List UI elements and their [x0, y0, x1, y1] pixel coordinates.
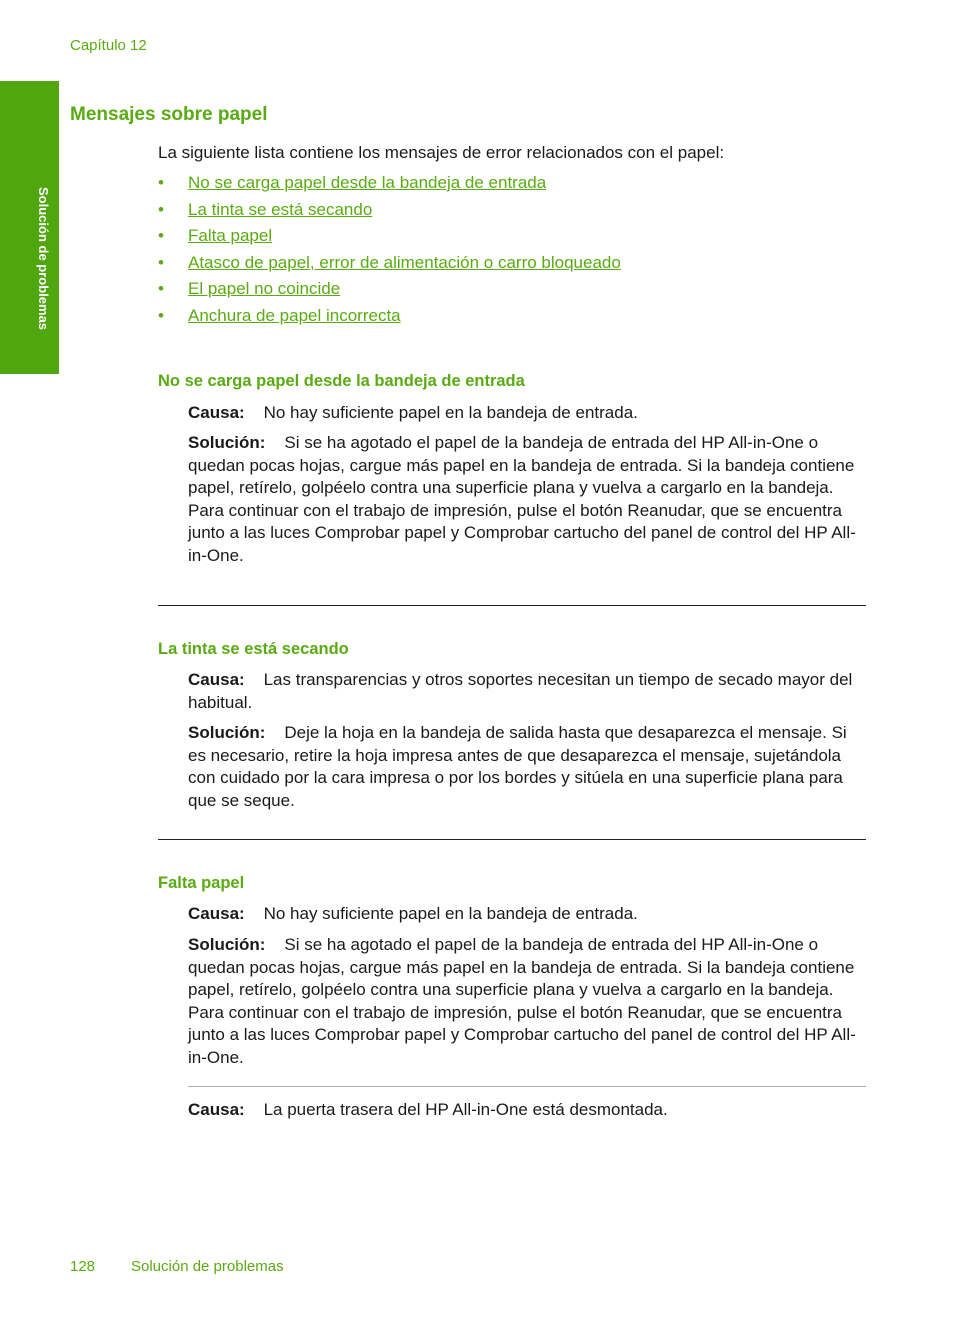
solution-text: Si se ha agotado el papel de la bandeja de entrada del HP All-in-One o quedan pocas hojas, cargue más papel en la bandeja de entrada. Si la bandeja contiene papel, retírelo, golpéelo contra una superficie plana y vuelva a cargarlo en la bandeja. Para continuar con el trabajo de impresión, pulse el botón Reanudar, que se encuentra junto a las luces Comprobar papel y Comprobar cartucho del panel de control del HP All-in-One. [188, 433, 856, 565]
bullet: • [158, 252, 164, 272]
solution-label: Solución: [188, 433, 266, 452]
toc-link-anchura[interactable]: Anchura de papel incorrecta [188, 305, 401, 325]
chapter-label: Capítulo 12 [70, 37, 147, 54]
solution-text: Deje la hoja en la bandeja de salida hasta que desaparezca el mensaje. Si es necesario, retire la hoja impresa antes de que desaparezca el mensaje, sujetándola con cuidado por la cara impresa o por los bordes y sitúela en una superficie plana para que se seque. [188, 723, 847, 810]
cause-text: No hay suficiente papel en la bandeja de entrada. [263, 403, 638, 422]
page-title: Mensajes sobre papel [70, 104, 268, 125]
cause-text: No hay suficiente papel en la bandeja de entrada. [263, 904, 638, 923]
solution-paragraph [188, 934, 868, 1069]
cause-paragraph [188, 402, 868, 425]
cause-paragraph [188, 903, 868, 926]
side-tab-label: Solución de problemas [36, 187, 51, 331]
cause-label: Causa: [188, 403, 245, 422]
cause-divider [188, 1086, 866, 1087]
toc-link-no-carga[interactable]: No se carga papel desde la bandeja de entrada [188, 173, 547, 192]
cause-label: Causa: [188, 670, 245, 689]
bullet: • [158, 199, 164, 219]
cause-text: La puerta trasera del HP All-in-One está desmontada. [263, 1100, 668, 1119]
section-divider [158, 605, 866, 606]
bullet: • [158, 305, 164, 325]
intro-text: La siguiente lista contiene los mensajes de error relacionados con el papel: [158, 143, 725, 162]
toc-link-falta-papel[interactable]: Falta papel [188, 226, 273, 245]
solution-label: Solución: [188, 723, 266, 742]
cause-label: Causa: [188, 1100, 245, 1119]
cause-paragraph [188, 669, 868, 714]
solution-paragraph [188, 432, 868, 567]
section-divider [158, 839, 866, 840]
cause-paragraph-2 [188, 1099, 868, 1122]
cause-text: Las transparencias y otros soportes necesitan un tiempo de secado mayor del habitual. [188, 670, 853, 712]
cause-label: Causa: [188, 904, 245, 923]
bullet: • [158, 226, 164, 245]
toc-link-atasco[interactable]: Atasco de papel, error de alimentación o carro bloqueado [188, 252, 621, 272]
bullet: • [158, 173, 164, 192]
section-heading-tinta: La tinta se está secando [158, 640, 349, 658]
solution-text: Si se ha agotado el papel de la bandeja de entrada del HP All-in-One o quedan pocas hojas, cargue más papel en la bandeja de entrada. Si la bandeja contiene papel, retírelo, golpéelo contra una superficie plana y vuelva a cargarlo en la bandeja. Para continuar con el trabajo de impresión, pulse el botón Reanudar, que se encuentra junto a las luces Comprobar papel y Comprobar cartucho del panel de control del HP All-in-One. [188, 935, 856, 1067]
footer-section: Solución de problemas [131, 1258, 284, 1275]
toc-link-tinta-secando[interactable]: La tinta se está secando [188, 199, 373, 219]
toc-link-no-coincide[interactable]: El papel no coincide [188, 279, 341, 298]
page-number: 128 [70, 1258, 96, 1275]
section-heading-falta-papel: Falta papel [158, 874, 245, 892]
bullet: • [158, 279, 164, 298]
section-heading-no-carga: No se carga papel desde la bandeja de entrada [158, 372, 525, 390]
solution-paragraph [188, 722, 868, 812]
solution-label: Solución: [188, 935, 266, 954]
